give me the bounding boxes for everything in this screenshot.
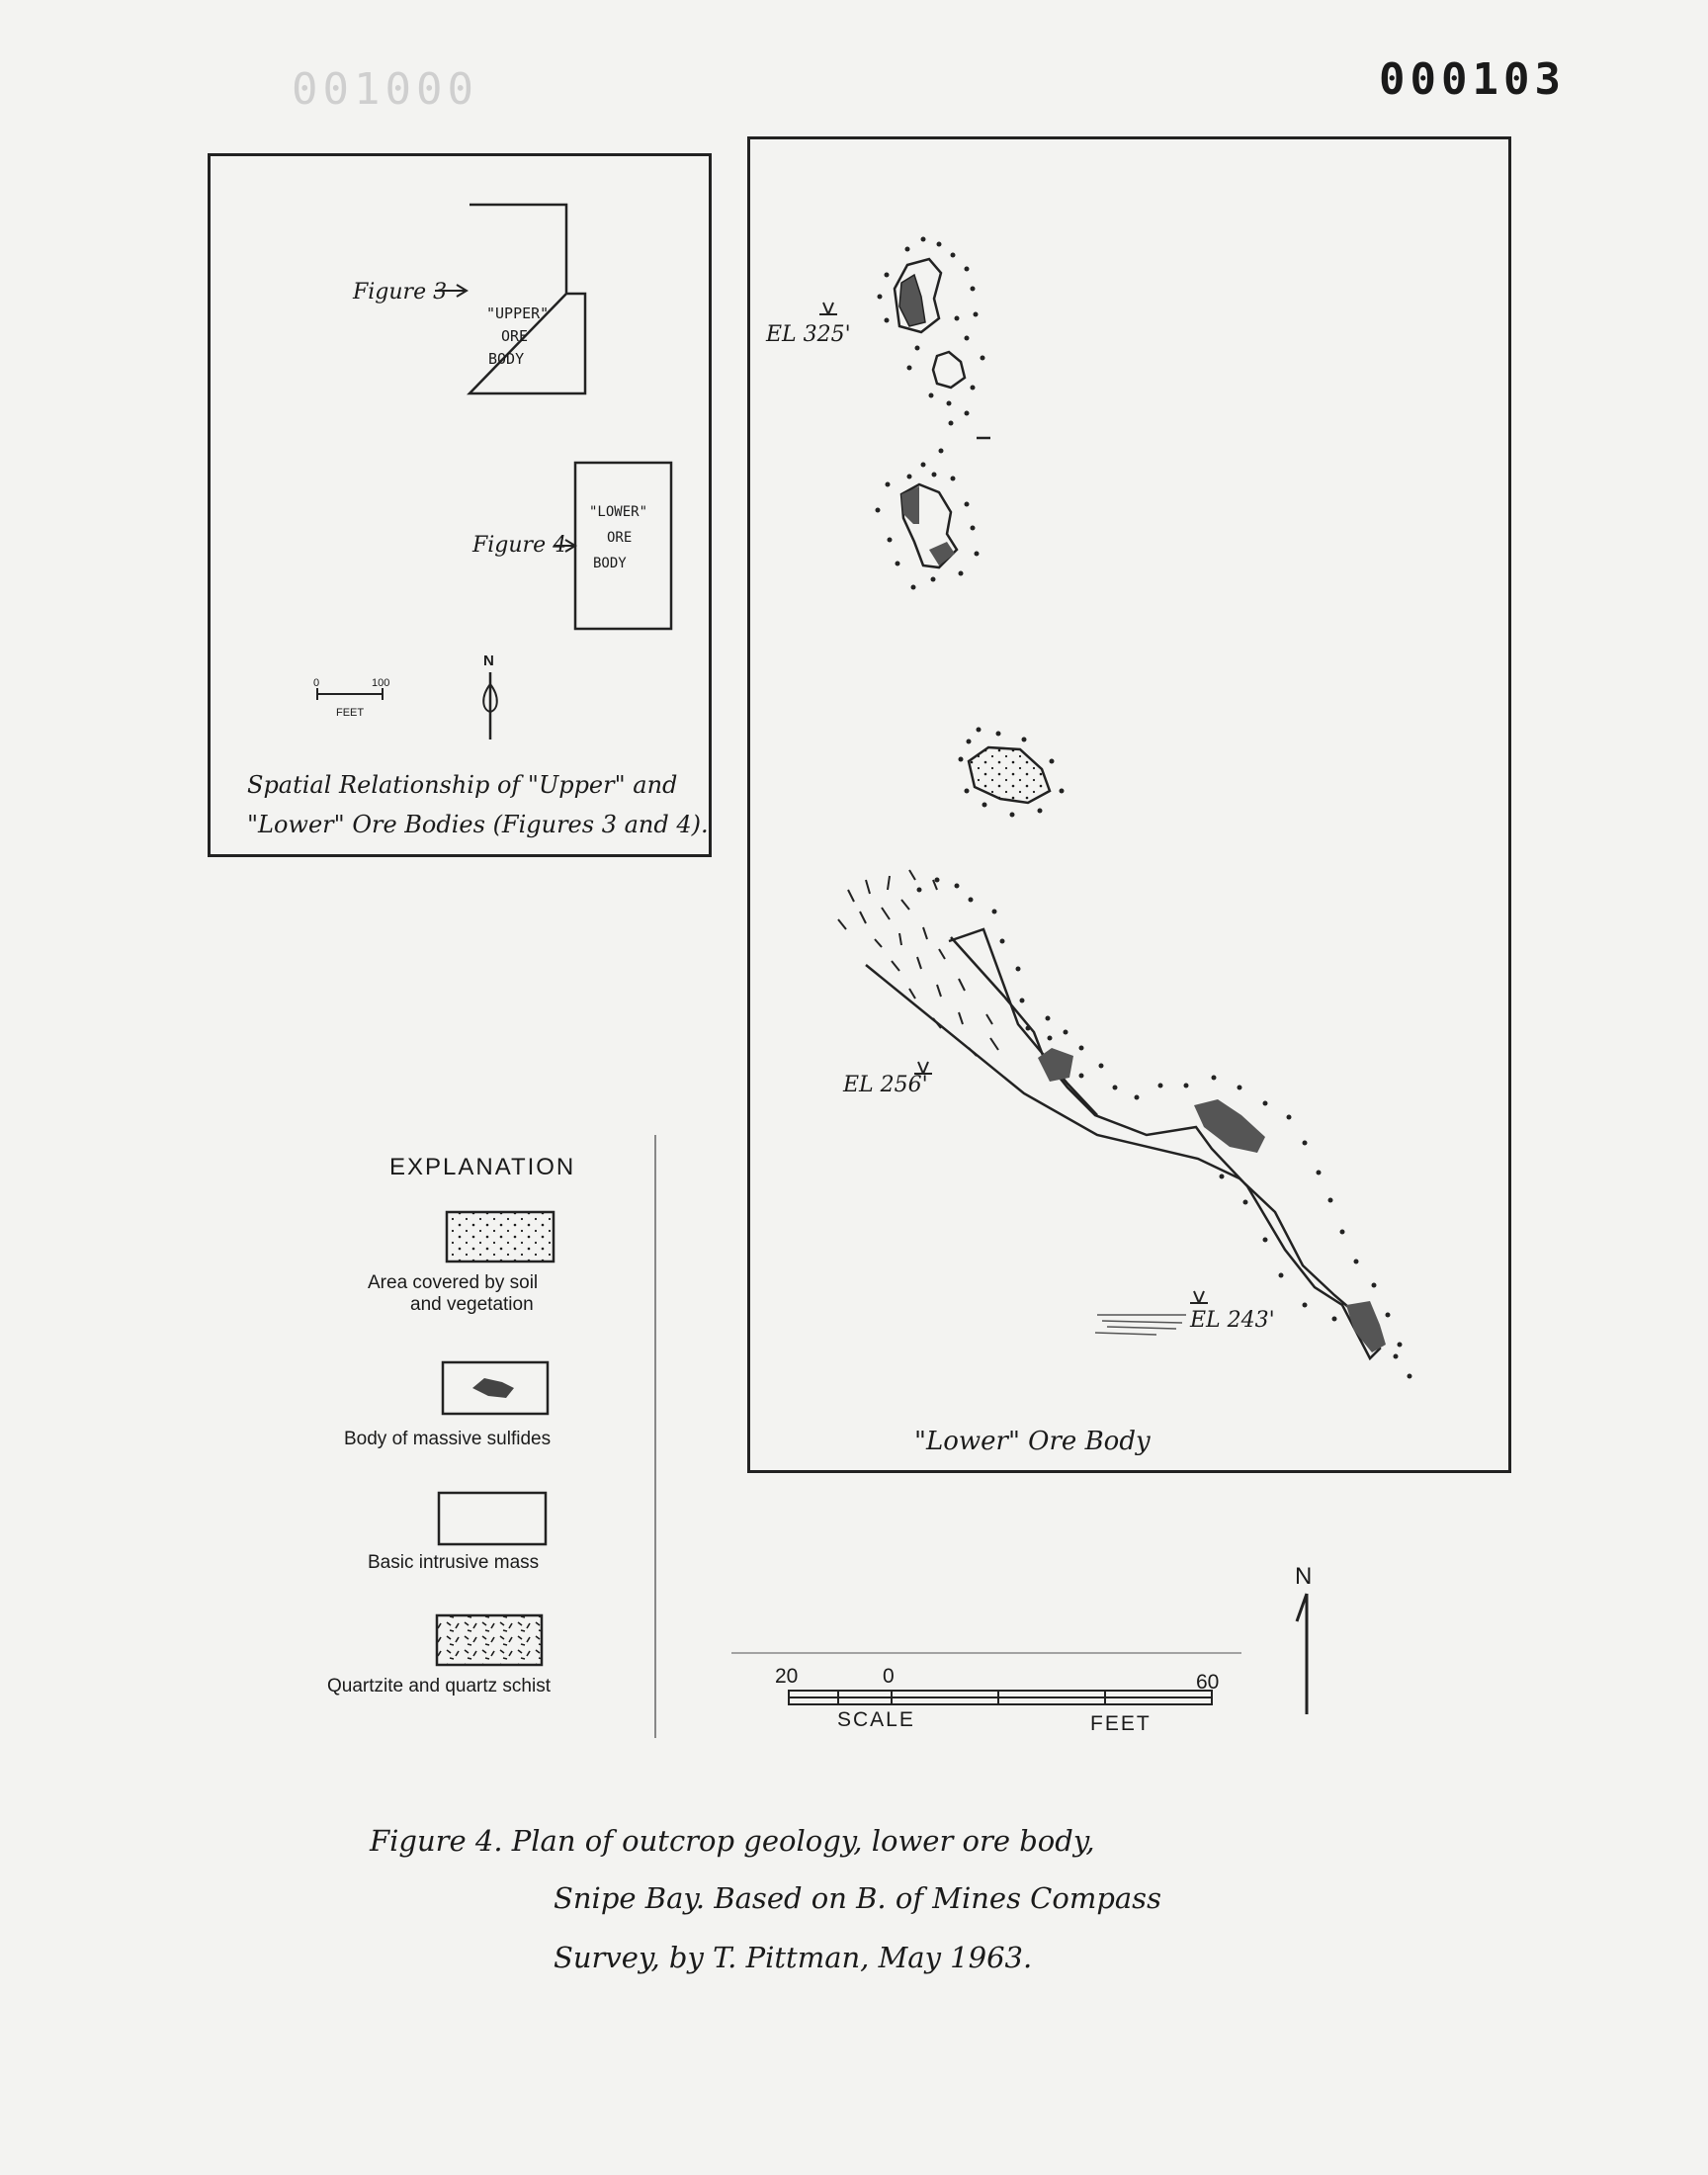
scale-label-20: 20 bbox=[775, 1665, 799, 1688]
upper-label-line2: ORE bbox=[501, 327, 529, 345]
north-arrow bbox=[1295, 1563, 1312, 1714]
inset-diagram bbox=[247, 205, 709, 838]
legend-soil-line1: Area covered by soil bbox=[368, 1272, 539, 1293]
figure3-pointer-label: Figure 3 bbox=[353, 280, 448, 304]
soil-dots-north bbox=[878, 237, 991, 439]
caption-line2: Snipe Bay. Based on B. of Mines Compass bbox=[554, 1881, 1161, 1915]
elevation-markers bbox=[765, 303, 1275, 1333]
explanation-title: EXPLANATION bbox=[389, 1154, 576, 1180]
smudge-marks bbox=[1095, 1315, 1186, 1335]
faded-page-number: 001000 bbox=[292, 64, 478, 115]
legend-sulfide-line1: Body of massive sulfides bbox=[344, 1429, 552, 1449]
inset-scale-hundred: 100 bbox=[372, 677, 390, 689]
legend-intrusive-line1: Basic intrusive mass bbox=[368, 1552, 540, 1573]
lower-label-line2: ORE bbox=[607, 530, 633, 546]
inset-scale-unit: FEET bbox=[336, 707, 365, 719]
scale-label-60: 60 bbox=[1196, 1671, 1220, 1694]
inset-north-label: N bbox=[483, 652, 494, 669]
upper-ore-body-outline bbox=[470, 205, 585, 393]
inset-caption-line2: "Lower" Ore Bodies (Figures 3 and 4). bbox=[247, 811, 709, 838]
lower-ore-body-outline bbox=[575, 463, 671, 629]
lower-label-line1: "LOWER" bbox=[589, 504, 648, 520]
caption-line3: Survey, by T. Pittman, May 1963. bbox=[554, 1941, 1033, 1974]
legend-schist-line1: Quartzite and quartz schist bbox=[327, 1676, 551, 1696]
scale-label-unit: FEET bbox=[1090, 1712, 1152, 1735]
legend-soil-line2: and vegetation bbox=[410, 1294, 534, 1315]
elevation-256: EL 256' bbox=[843, 1073, 928, 1097]
legend-swatch-soil bbox=[447, 1212, 554, 1262]
survey-marker-1 bbox=[819, 303, 837, 314]
inset-caption-line1: Spatial Relationship of "Upper" and bbox=[247, 771, 678, 799]
figure4-pointer-label: Figure 4 bbox=[472, 533, 567, 558]
north-label: N bbox=[1295, 1563, 1313, 1590]
legend-sulfide-blob bbox=[472, 1378, 514, 1398]
survey-marker-3 bbox=[1190, 1291, 1208, 1303]
soil-dots-second bbox=[876, 449, 980, 590]
outcrop-north bbox=[878, 237, 991, 439]
legend-swatch-intrusive bbox=[439, 1493, 546, 1544]
upper-label-line1: "UPPER" bbox=[486, 304, 550, 322]
soil-patch bbox=[959, 728, 1065, 818]
elevation-243: EL 243' bbox=[1190, 1308, 1275, 1333]
scale-label-word: SCALE bbox=[837, 1708, 915, 1731]
outcrop-second bbox=[876, 449, 980, 590]
legend-swatch-schist bbox=[437, 1615, 542, 1665]
figure-caption bbox=[369, 1824, 1161, 1974]
map-scale-bar bbox=[731, 1653, 1241, 1735]
lower-label-line3: BODY bbox=[593, 556, 627, 571]
page-number: 000103 bbox=[1379, 54, 1566, 105]
explanation-legend bbox=[327, 1154, 575, 1696]
elevation-325: EL 325' bbox=[766, 322, 851, 347]
outcrop-map bbox=[765, 237, 1412, 1457]
upper-label-line3: BODY bbox=[488, 350, 525, 368]
intrusive-dike bbox=[838, 870, 1412, 1379]
inset-scale-zero: 0 bbox=[313, 677, 320, 689]
scale-label-0: 0 bbox=[883, 1665, 895, 1688]
caption-line1: Figure 4. Plan of outcrop geology, lower ore body, bbox=[370, 1824, 1095, 1858]
map-title: "Lower" Ore Body bbox=[914, 1427, 1151, 1456]
